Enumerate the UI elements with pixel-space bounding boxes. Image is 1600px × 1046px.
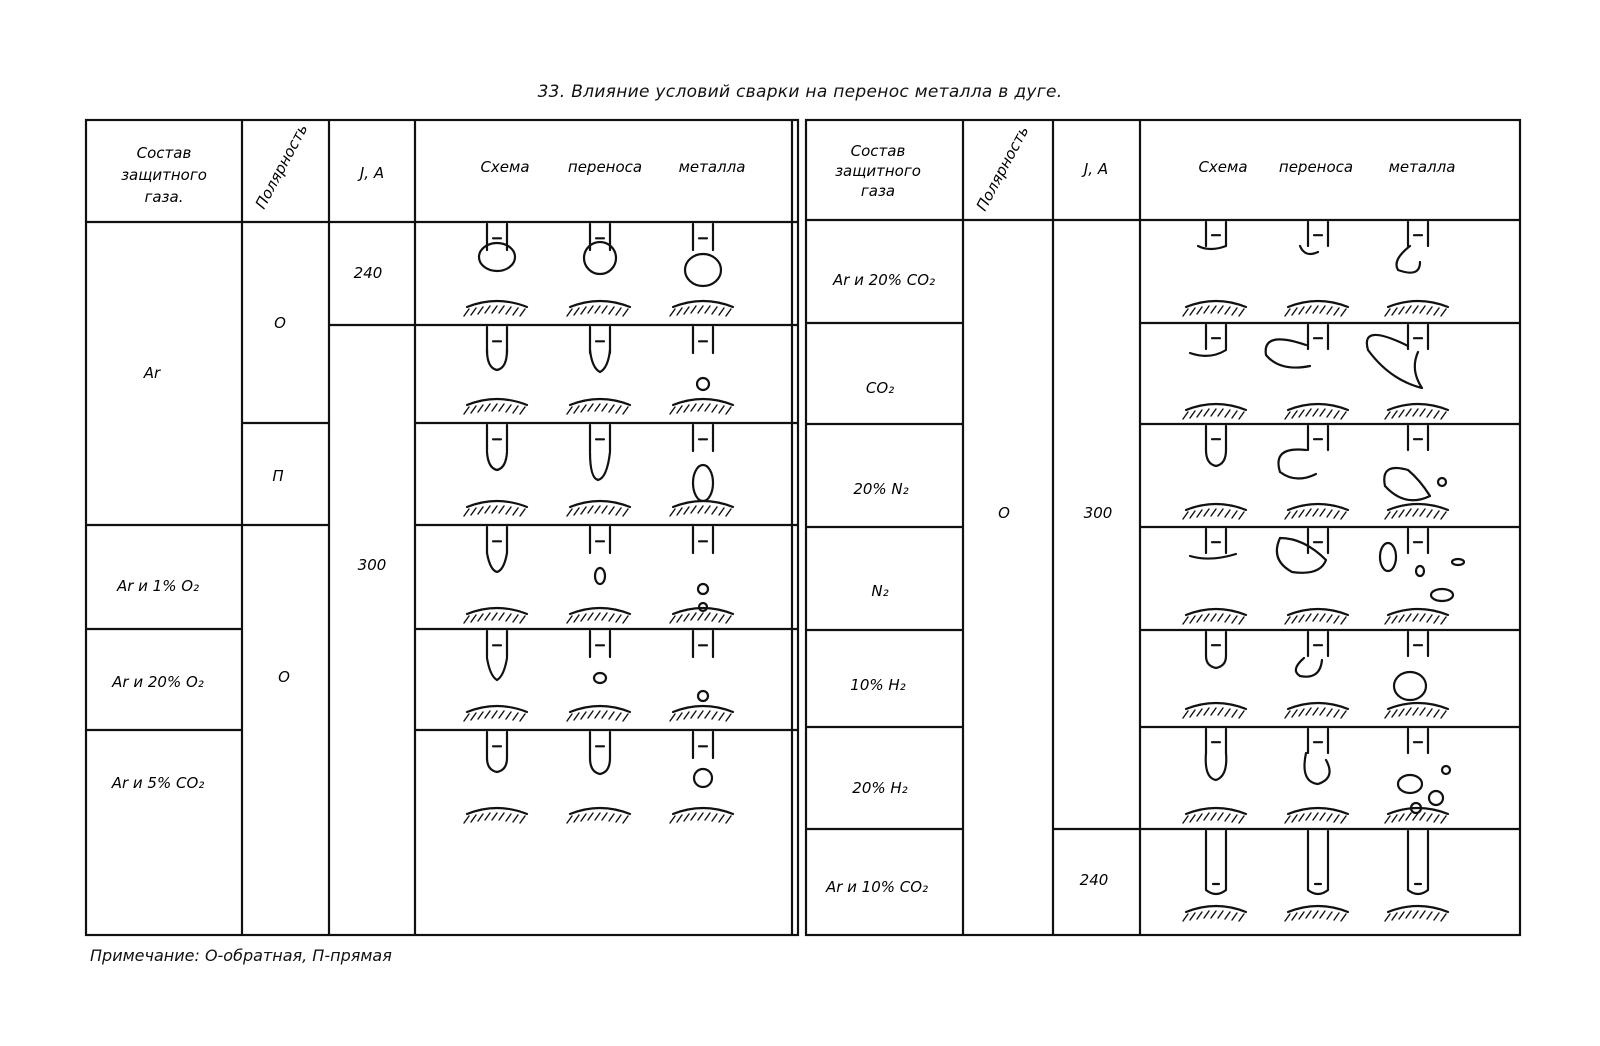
electrode-icon xyxy=(1408,831,1428,894)
current-cell: 240 xyxy=(1079,871,1109,889)
workpiece-icon xyxy=(1385,703,1448,718)
electrode-icon xyxy=(1308,529,1328,553)
electrode-icon xyxy=(1308,325,1328,349)
current-header: J, A xyxy=(1083,160,1109,178)
droplet-icon xyxy=(1416,566,1424,576)
electrode-icon xyxy=(590,527,610,553)
workpiece-icon xyxy=(464,399,527,414)
workpiece-icon xyxy=(1285,906,1348,921)
droplet-icon xyxy=(487,553,507,572)
droplet-icon xyxy=(487,658,507,680)
electrode-icon xyxy=(1206,426,1226,450)
workpiece-icon xyxy=(1183,301,1246,316)
droplet-icon xyxy=(1278,449,1316,478)
scheme-header-1: Схема xyxy=(480,158,530,176)
workpiece-icon xyxy=(567,301,630,316)
workpiece-icon xyxy=(1183,404,1246,419)
droplet-icon xyxy=(1394,672,1426,700)
workpiece-icon xyxy=(670,301,733,316)
workpiece-icon xyxy=(567,501,630,516)
droplet-icon xyxy=(685,254,721,286)
workpiece-icon xyxy=(1385,504,1448,519)
electrode-icon xyxy=(693,327,713,353)
workpiece-icon xyxy=(670,808,733,823)
droplet-icon xyxy=(698,584,708,594)
droplet-icon xyxy=(595,568,605,584)
electrode-icon xyxy=(590,224,610,250)
gas-cell: N₂ xyxy=(871,582,889,600)
droplet-icon xyxy=(1190,350,1226,356)
polarity-cell: О xyxy=(278,668,290,686)
current-header: J, A xyxy=(359,164,385,182)
workpiece-icon xyxy=(464,706,527,721)
scheme-header-2: переноса xyxy=(567,158,643,176)
workpiece-icon xyxy=(670,706,733,721)
electrode-icon xyxy=(1408,632,1428,656)
workpiece-icon xyxy=(464,608,527,623)
scheme-header-3: металла xyxy=(678,158,746,176)
electrode-icon xyxy=(487,527,507,553)
electrode-icon xyxy=(693,631,713,657)
droplet-icon xyxy=(1296,658,1322,677)
droplet-icon xyxy=(1442,766,1450,774)
droplet-icon xyxy=(1438,478,1446,486)
droplet-icon xyxy=(584,242,616,274)
electrode-icon xyxy=(487,224,507,250)
electrode-icon xyxy=(1408,529,1428,553)
workpiece-icon xyxy=(670,501,733,516)
electrode-icon xyxy=(693,224,713,250)
workpiece-icon xyxy=(1183,504,1246,519)
droplet-icon xyxy=(1397,246,1421,273)
polarity-cell: О xyxy=(998,504,1010,522)
electrode-icon xyxy=(590,425,610,451)
electrode-icon xyxy=(590,327,610,353)
workpiece-icon xyxy=(1385,301,1448,316)
figure-title: 33. Влияние условий сварки на перенос металла в дуге. xyxy=(537,82,1063,102)
droplet-icon xyxy=(487,350,507,370)
electrode-icon xyxy=(1408,426,1428,450)
polarity-header: Полярность xyxy=(972,122,1033,214)
droplet-icon xyxy=(694,769,712,787)
droplet-icon xyxy=(1367,335,1422,388)
electrode-icon xyxy=(1206,831,1226,894)
droplet-icon xyxy=(1431,589,1453,601)
droplet-icon xyxy=(1206,450,1226,466)
gas-cell: Ar xyxy=(143,364,161,382)
gas-cell: 10% H₂ xyxy=(850,676,906,694)
gas-cell: 20% H₂ xyxy=(852,779,908,797)
workpiece-icon xyxy=(1183,808,1246,823)
electrode-icon xyxy=(487,327,507,353)
droplet-icon xyxy=(1380,543,1396,571)
gas-cell: CO₂ xyxy=(865,379,895,397)
workpiece-icon xyxy=(1385,906,1448,921)
scheme-header-3: металла xyxy=(1388,158,1456,176)
gas-cell: Ar и 20% CO₂ xyxy=(832,271,936,289)
workpiece-icon xyxy=(1285,301,1348,316)
droplet-icon xyxy=(487,452,507,470)
workpiece-icon xyxy=(567,808,630,823)
droplet-icon xyxy=(1206,656,1226,668)
electrode-icon xyxy=(1206,729,1226,753)
workpiece-icon xyxy=(464,808,527,823)
polarity-cell: П xyxy=(272,467,284,485)
droplet-icon xyxy=(1190,554,1236,559)
gas-header-line3: газа xyxy=(860,182,896,200)
droplet-icon xyxy=(1452,559,1464,565)
footnote: Примечание: О-обратная, П-прямая xyxy=(90,946,392,965)
workpiece-icon xyxy=(1285,808,1348,823)
gas-header-line1: Состав xyxy=(136,144,192,162)
gas-cell: Ar и 5% CO₂ xyxy=(111,774,205,792)
electrode-icon xyxy=(487,631,507,657)
electrode-icon xyxy=(1408,222,1428,246)
droplet-icon xyxy=(1398,775,1422,793)
current-cell: 300 xyxy=(357,556,387,574)
electrode-icon xyxy=(487,425,507,451)
gas-header-line2: защитного xyxy=(835,162,921,180)
electrode-icon xyxy=(1408,729,1428,753)
electrode-icon xyxy=(1408,325,1428,349)
electrode-icon xyxy=(1308,729,1328,753)
droplet-icon xyxy=(697,378,709,390)
droplet-icon xyxy=(590,452,610,480)
gas-cell: Ar и 1% O₂ xyxy=(116,577,200,595)
workpiece-icon xyxy=(464,501,527,516)
electrode-icon xyxy=(1206,632,1226,656)
current-cell: 240 xyxy=(353,264,383,282)
droplet-icon xyxy=(1198,246,1226,249)
droplet-icon xyxy=(594,673,606,683)
gas-cell: Ar и 10% CO₂ xyxy=(825,878,929,896)
workpiece-icon xyxy=(1385,808,1448,823)
electrode-icon xyxy=(590,631,610,657)
polarity-header: Полярность xyxy=(251,120,312,212)
droplet-icon xyxy=(479,243,515,271)
gas-cell: 20% N₂ xyxy=(853,480,909,498)
workpiece-icon xyxy=(1285,404,1348,419)
gas-header-line1: Состав xyxy=(850,142,906,160)
scheme-header-1: Схема xyxy=(1198,158,1248,176)
workpiece-icon xyxy=(1385,609,1448,624)
electrode-icon xyxy=(487,732,507,758)
droplet-icon xyxy=(1384,468,1430,500)
gas-cell: Ar и 20% O₂ xyxy=(112,673,204,691)
electrode-icon xyxy=(1308,426,1328,450)
workpiece-icon xyxy=(567,399,630,414)
electrode-icon xyxy=(590,732,610,758)
electrode-icon xyxy=(1206,222,1226,246)
workpiece-icon xyxy=(1285,609,1348,624)
droplet-icon xyxy=(1206,753,1227,780)
workpiece-icon xyxy=(1183,609,1246,624)
electrode-icon xyxy=(1308,831,1328,894)
droplet-icon xyxy=(487,758,507,772)
workpiece-icon xyxy=(567,608,630,623)
electrode-icon xyxy=(1308,222,1328,246)
droplet-icon xyxy=(693,465,713,501)
droplet-icon xyxy=(1305,753,1330,784)
workpiece-icon xyxy=(670,399,733,414)
workpiece-icon xyxy=(1285,504,1348,519)
droplet-icon xyxy=(590,350,610,372)
droplet-icon xyxy=(1300,246,1318,254)
gas-header-line2: защитного xyxy=(121,166,207,184)
droplet-icon xyxy=(1429,791,1443,805)
scheme-header-2: переноса xyxy=(1278,158,1354,176)
workpiece-icon xyxy=(567,706,630,721)
polarity-cell: О xyxy=(274,314,286,332)
electrode-icon xyxy=(693,527,713,553)
electrode-icon xyxy=(693,732,713,758)
workpiece-icon xyxy=(1183,906,1246,921)
electrode-icon xyxy=(1308,632,1328,656)
workpiece-icon xyxy=(1183,703,1246,718)
workpiece-icon xyxy=(1385,404,1448,419)
droplet-icon xyxy=(1266,339,1310,367)
current-cell: 300 xyxy=(1083,504,1113,522)
workpiece-icon xyxy=(464,301,527,316)
electrode-icon xyxy=(1206,529,1226,553)
table-grid xyxy=(86,120,1520,935)
droplet-icon xyxy=(590,758,610,774)
gas-header-line3: газа. xyxy=(144,188,184,206)
workpiece-icon xyxy=(1285,703,1348,718)
electrode-icon xyxy=(693,425,713,451)
electrode-icon xyxy=(1206,325,1226,349)
droplet-icon xyxy=(698,691,708,701)
